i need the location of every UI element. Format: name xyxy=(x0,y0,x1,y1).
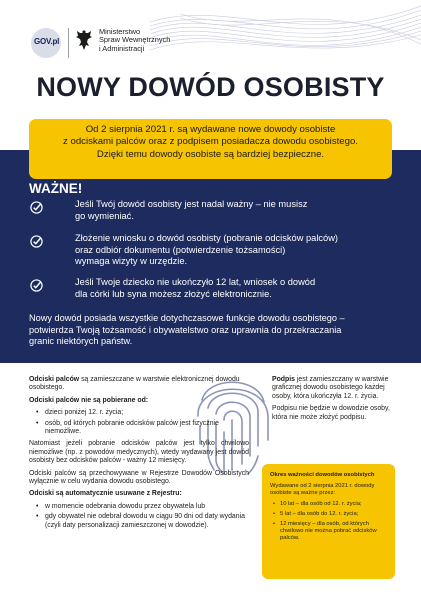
validity-list xyxy=(270,501,388,543)
important-item-line: dla córki lub syna możesz złożyć elektronicznie. xyxy=(75,288,272,299)
important-item-line: Jeśli Twoje dziecko nie ukończyło 12 lat, wniosek o dowód xyxy=(75,276,316,287)
important-item-line: oraz odbiór dokumentu (potwierdzenie tożsamości) xyxy=(75,244,286,255)
check-circle-icon xyxy=(30,201,43,214)
important-item xyxy=(29,277,399,300)
list-item: • dzieci poniżej 12. r. życia; xyxy=(29,409,249,417)
important-item xyxy=(29,233,399,268)
list-item: • gdy obywatel nie odebrał dowodu w ciągu 90 dni od daty wydania (czyli daty personalizacji zamieszczonej w dowodzie). xyxy=(29,513,249,530)
intro-line: Dzięki temu dowody osobiste są bardziej bezpieczne. xyxy=(96,148,325,160)
important-heading: WAŻNE! xyxy=(29,181,83,196)
fingerprints-column xyxy=(29,376,249,534)
logo-divider xyxy=(68,28,69,58)
removal-heading: Odciski są automatycznie usuwane z Rejestru: xyxy=(29,490,182,498)
signature-text: jest zamieszczany w warstwie graficznej dowodu osobistego każdej osoby, która ukończyła 12. r. życia. xyxy=(272,376,389,400)
not-collected-list xyxy=(29,409,249,436)
list-item: • w momencie odebrania dowodu przez obywatela lub xyxy=(29,503,249,511)
summary-line: granic niektórych państw. xyxy=(29,336,133,347)
intro-line: z odciskami palców oraz z podpisem posiadacza dowodu osobistego. xyxy=(63,136,358,148)
page-title: NOWY DOWÓD OSOBISTY xyxy=(36,72,385,102)
fingerprints-heading: Odciski palców xyxy=(29,376,80,383)
ministry-line-1: Ministerstwo xyxy=(99,27,141,36)
signature-column xyxy=(272,376,394,426)
summary-line: Nowy dowód posiada wszystkie dotychczasowe funkcje dowodu osobistego – xyxy=(29,313,345,323)
important-item xyxy=(29,199,399,222)
signature-heading: Podpis xyxy=(272,376,295,383)
summary-line: potwierdza Twoją tożsamość i obywatelstwo oraz uprawnia do przekraczania xyxy=(29,324,342,335)
not-collected-heading: Odciski palców nie są pobierane od: xyxy=(29,396,149,404)
gov-pl-logo-text: GOV.pl xyxy=(34,37,60,46)
important-item-line: Złożenie wniosku o dowód osobisty (pobranie odcisków palców) xyxy=(75,233,339,244)
ministry-name xyxy=(99,28,170,53)
important-summary xyxy=(29,313,399,348)
important-item-line: wymaga wizyty w urzędzie. xyxy=(75,256,188,267)
removal-list xyxy=(29,503,249,530)
check-circle-icon xyxy=(30,279,43,292)
header-logos xyxy=(31,28,170,58)
fingerprints-text: są zamieszczane w warstwie elektronicznej dowodu osobistego. xyxy=(29,376,240,392)
gov-pl-logo xyxy=(31,28,61,58)
intro-box xyxy=(29,119,392,179)
validity-title: Okres ważności dowodów osobistych xyxy=(270,472,375,478)
intro-line: Od 2 sierpnia 2021 r. są wydawane nowe dowody osobiste xyxy=(85,124,336,135)
validity-subtitle: Wydawane od 2 sierpnia 2021 r. dowody osobiste są ważne przez: xyxy=(270,483,375,497)
important-item-line: go wymieniać. xyxy=(75,210,134,221)
validity-box xyxy=(262,464,395,579)
polish-eagle-icon xyxy=(75,28,93,52)
list-item: • 10 lat – dla osób od 12. r. życia; xyxy=(270,501,388,508)
list-item: • 5 lat – dla osób do 12. r. życia; xyxy=(270,511,388,518)
ministry-line-3: i Administracji xyxy=(99,43,145,53)
list-item: • osób, od których pobranie odcisków palców jest fizycznie niemożliwe. xyxy=(29,420,249,437)
list-item: • 12 miesięcy – dla osób, od których chwilowo nie można pobrać odcisków palców. xyxy=(270,521,388,543)
temporary-impossible-text: Natomiast jeżeli pobranie odcisków palców jest tylko chwilowo niemożliwe (np. z powodów medycznych), wtedy wydawany jest dowód osobisty bez odcisków palców - ważny 12 miesięcy. xyxy=(29,440,249,465)
ministry-line-2: Spraw Wewnętrznych xyxy=(99,35,171,45)
important-item-line: Jeśli Twój dowód osobisty jest nadal ważny – nie musisz xyxy=(75,199,308,209)
no-signature-text: Podpisu nie będzie w dowodzie osoby, która nie może złożyć podpisu. xyxy=(272,405,390,421)
important-list xyxy=(29,199,399,300)
check-circle-icon xyxy=(30,235,43,248)
storage-text: Odciski palców są przechowywane w Rejestrze Dowodów Osobistych wyłącznie w celu wydania dowodu osobistego. xyxy=(29,469,249,486)
